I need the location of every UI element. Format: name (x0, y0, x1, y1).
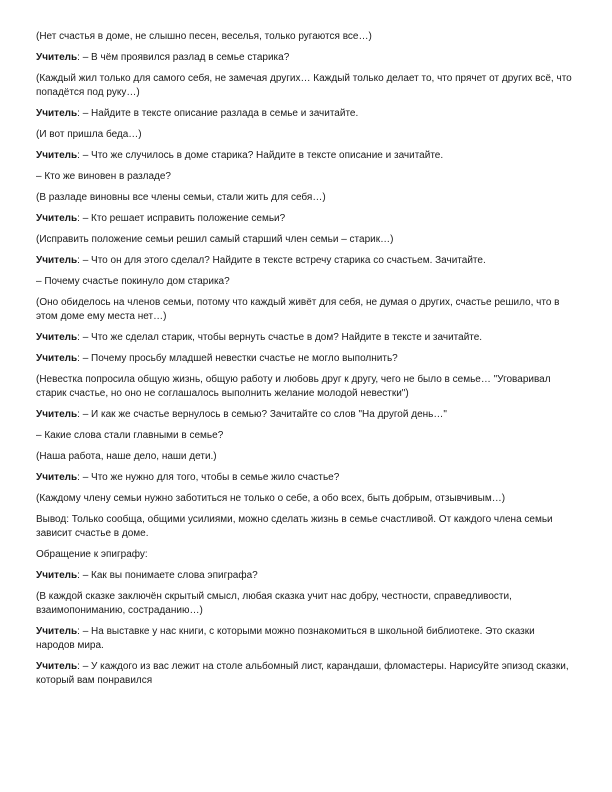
paragraph-text: (Невестка попросила общую жизнь, общую работу и любовь друг к другу, чего не было в семье… "Уговаривал старик счастье, но оно не соглашалось выполнить желание молодой невестки") (36, 374, 551, 399)
paragraph (36, 296, 576, 324)
paragraph-text: Обращение к эпиграфу: (36, 549, 148, 560)
document-page (36, 30, 576, 695)
paragraph (36, 30, 576, 44)
paragraph-text: : – Как вы понимаете слова эпиграфа? (77, 570, 258, 581)
paragraph-text: (Каждому члену семьи нужно заботиться не только о себе, а обо всех, быть добрым, отзывчивым…) (36, 493, 506, 504)
speaker-label: Учитель (36, 108, 78, 119)
speaker-label: Учитель (36, 332, 78, 343)
paragraph-text: : – Что же нужно для того, чтобы в семье жило счастье? (77, 472, 340, 483)
speaker-label: Учитель (36, 213, 78, 224)
speaker-label: Учитель (36, 661, 78, 672)
paragraph-text: : – Что же случилось в доме старика? Найдите в тексте описание и зачитайте. (77, 150, 444, 161)
speaker-label: Учитель (36, 150, 78, 161)
paragraph (36, 625, 576, 653)
paragraph (36, 331, 576, 345)
paragraph-text: – Почему счастье покинуло дом старика? (36, 276, 230, 287)
paragraph (36, 107, 576, 121)
speaker-label: Учитель (36, 570, 78, 581)
paragraph-text: – Кто же виновен в разладе? (36, 171, 171, 182)
paragraph-text: : – И как же счастье вернулось в семью? Зачитайте со слов "На другой день…" (77, 409, 447, 420)
paragraph-text: (В каждой сказке заключён скрытый смысл, любая сказка учит нас добру, честности, справедливости, взаимопониманию, состраданию…) (36, 591, 512, 616)
speaker-label: Учитель (36, 52, 78, 63)
speaker-label: Учитель (36, 409, 78, 420)
paragraph-text: : – Найдите в тексте описание разлада в семье и зачитайте. (77, 108, 359, 119)
paragraph (36, 569, 576, 583)
paragraph (36, 492, 576, 506)
paragraph-text: Вывод: Только сообща, общими усилиями, можно сделать жизнь в семье счастливой. От каждого члена семьи зависит счастье в доме. (36, 514, 553, 539)
paragraph (36, 352, 576, 366)
paragraph (36, 51, 576, 65)
speaker-label: Учитель (36, 472, 78, 483)
paragraph-text: : – На выставке у нас книги, с которыми можно познакомиться в школьной библиотеке. Это сказки народов мира. (36, 626, 535, 651)
paragraph (36, 212, 576, 226)
speaker-label: Учитель (36, 626, 78, 637)
paragraph (36, 275, 576, 289)
paragraph-text: : – Почему просьбу младшей невестки счастье не могло выполнить? (77, 353, 398, 364)
paragraph (36, 254, 576, 268)
paragraph (36, 450, 576, 464)
paragraph-text: (Каждый жил только для самого себя, не замечая других… Каждый только делает то, что прячет от других всё, что попадётся под руку…) (36, 73, 572, 98)
paragraph (36, 590, 576, 618)
paragraph (36, 170, 576, 184)
paragraph-text: (Исправить положение семьи решил самый старший член семьи – старик…) (36, 234, 394, 245)
paragraph-text: : – Кто решает исправить положение семьи? (77, 213, 286, 224)
paragraph (36, 233, 576, 247)
paragraph (36, 471, 576, 485)
paragraph-text: (В разладе виновны все члены семьи, стали жить для себя…) (36, 192, 326, 203)
speaker-label: Учитель (36, 255, 78, 266)
paragraph (36, 429, 576, 443)
paragraph-text: : – Что же сделал старик, чтобы вернуть счастье в дом? Найдите в тексте и зачитайте. (77, 332, 483, 343)
paragraph-text: : – У каждого из вас лежит на столе альбомный лист, карандаши, фломастеры. Нарисуйте эпизод сказки, который вам понравился (36, 661, 569, 686)
paragraph (36, 408, 576, 422)
paragraph-text: (Наша работа, наше дело, наши дети.) (36, 451, 217, 462)
paragraph (36, 548, 576, 562)
paragraph (36, 373, 576, 401)
paragraph-text: (И вот пришла беда…) (36, 129, 142, 140)
paragraph-text: : – Что он для этого сделал? Найдите в тексте встречу старика со счастьем. Зачитайте. (77, 255, 486, 266)
paragraph (36, 149, 576, 163)
paragraph (36, 660, 576, 688)
paragraph-text: (Оно обиделось на членов семьи, потому что каждый живёт для себя, не думая о других, счастье решило, что в этом доме ему места нет…) (36, 297, 560, 322)
paragraph-text: : – В чём проявился разлад в семье старика? (77, 52, 290, 63)
paragraph (36, 72, 576, 100)
paragraph-text: (Нет счастья в доме, не слышно песен, веселья, только ругаются все…) (36, 31, 372, 42)
paragraph-text: – Какие слова стали главными в семье? (36, 430, 224, 441)
paragraph (36, 513, 576, 541)
speaker-label: Учитель (36, 353, 78, 364)
paragraph (36, 191, 576, 205)
paragraph (36, 128, 576, 142)
